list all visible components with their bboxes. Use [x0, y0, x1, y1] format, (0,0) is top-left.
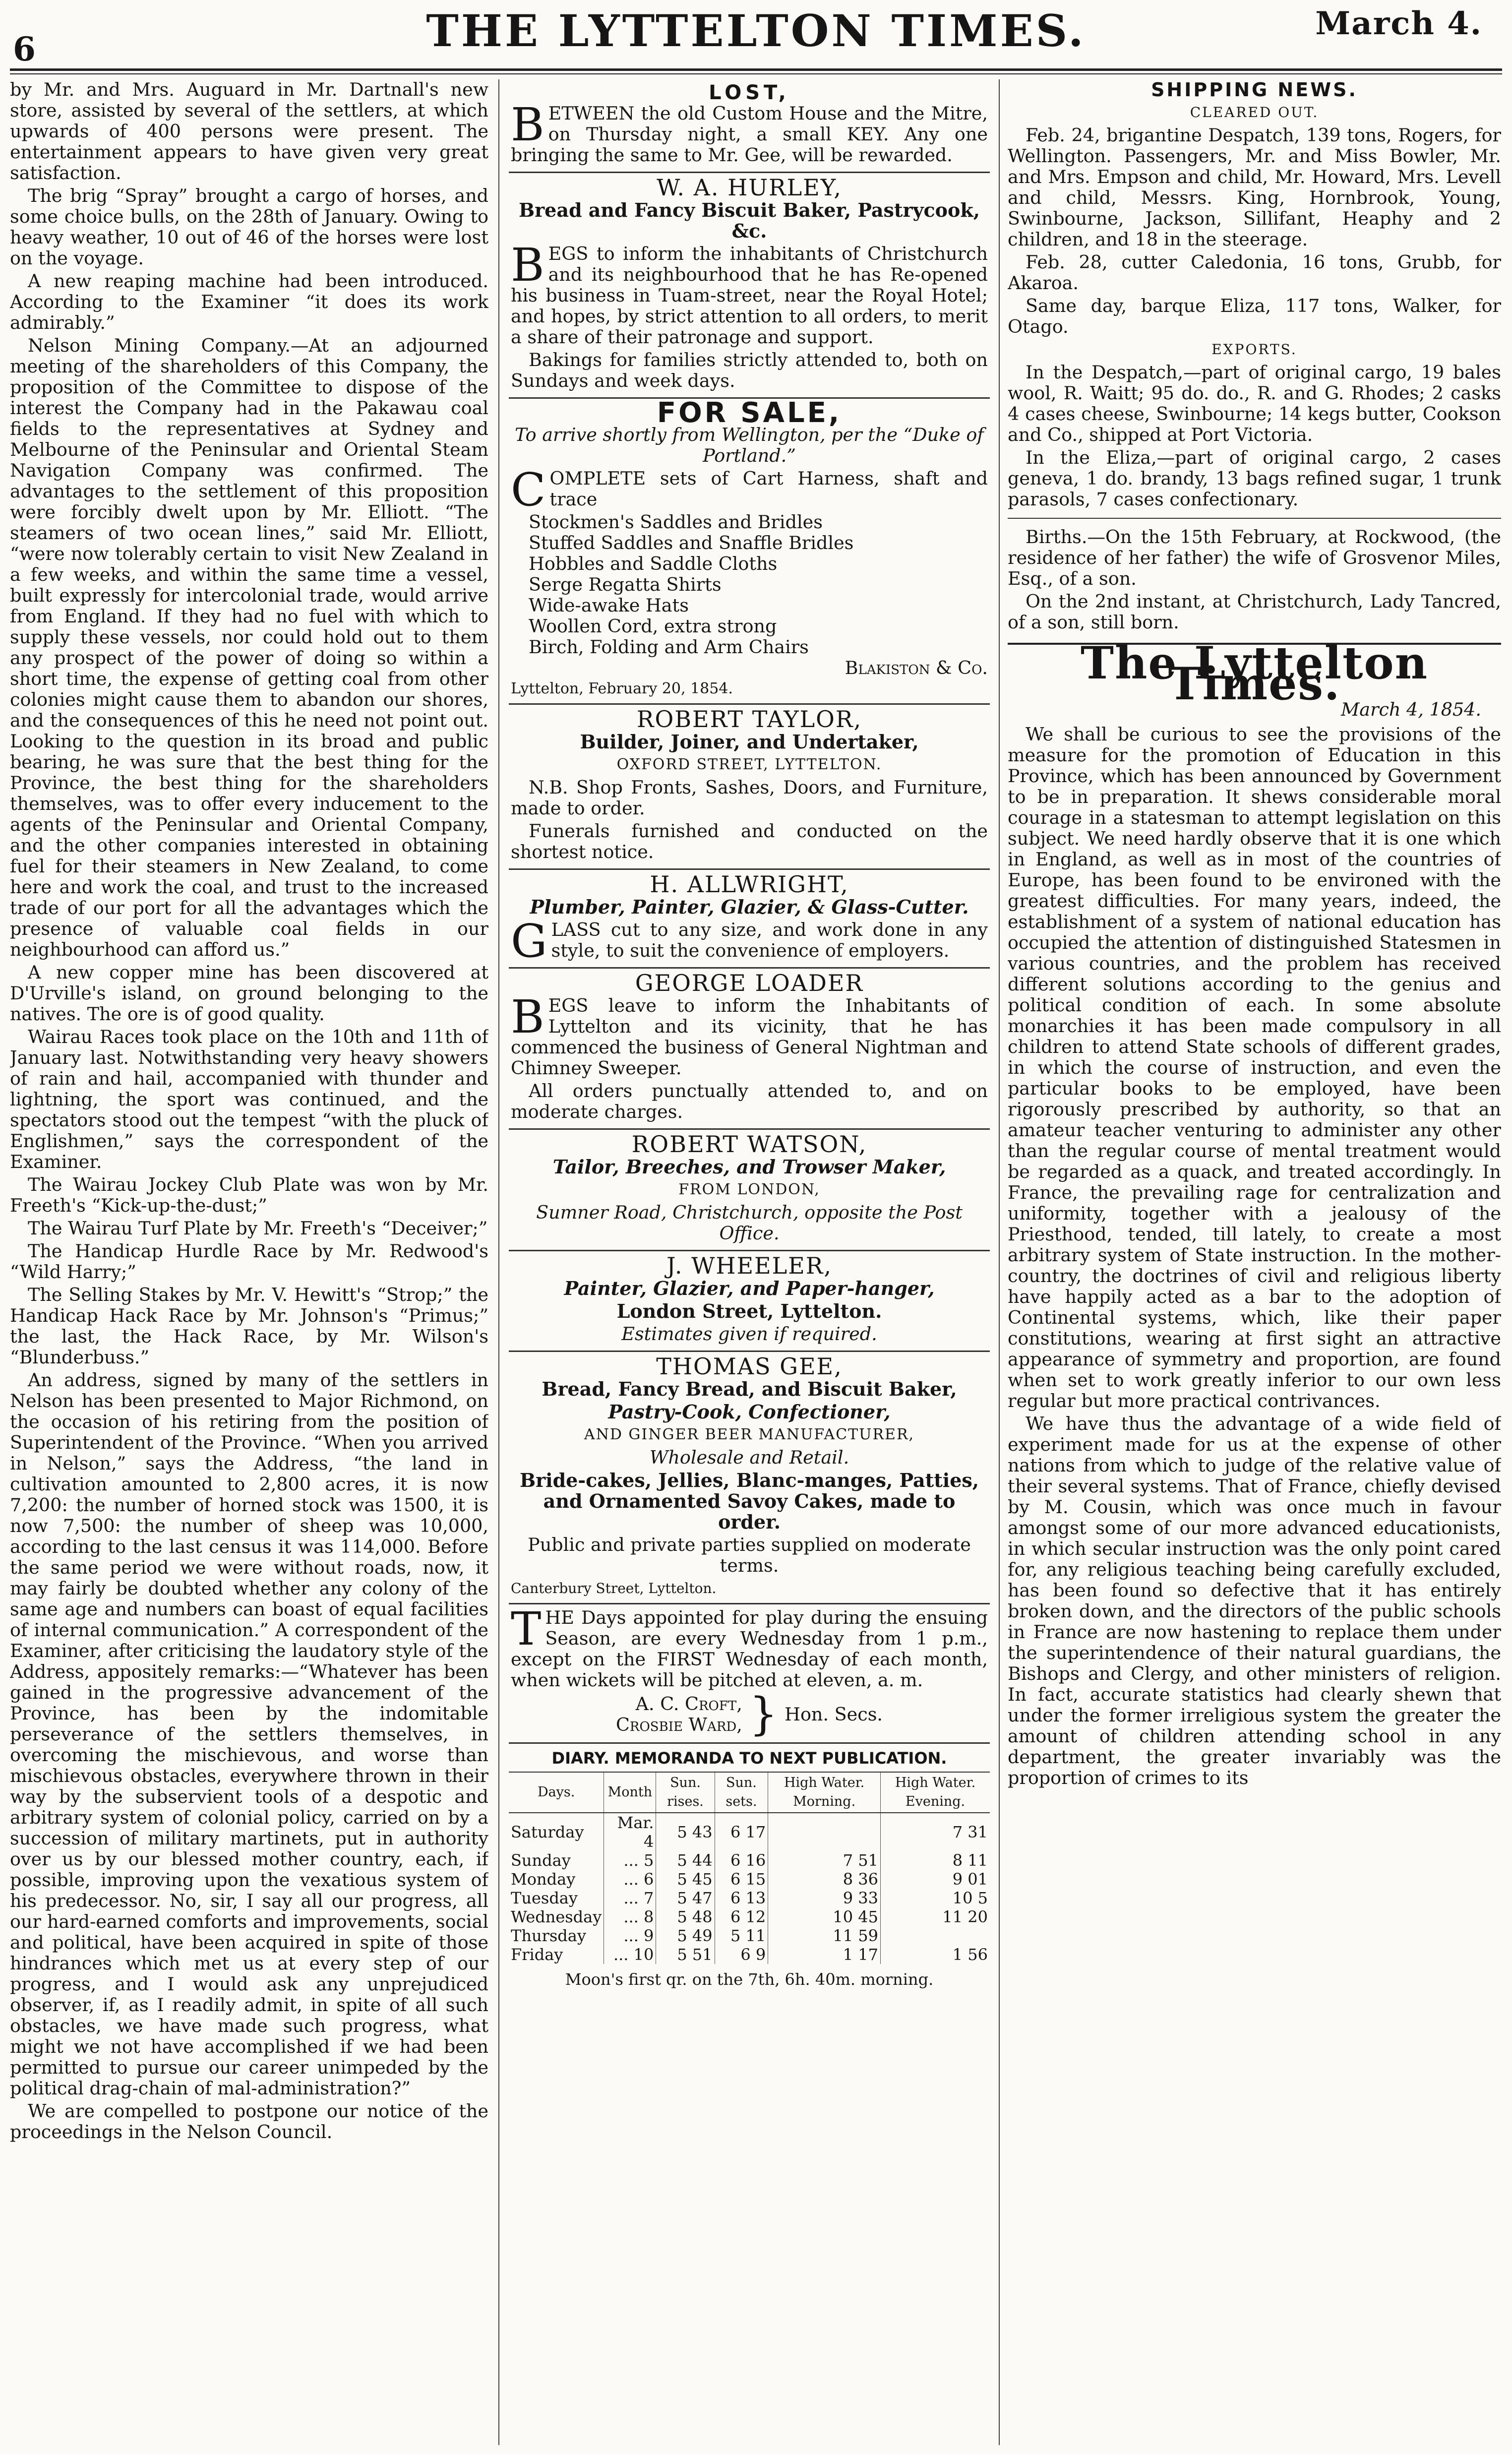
ad-trade: Bread and Fancy Biscuit Baker, Pastrycook, &c.	[519, 199, 980, 242]
news-paragraph: The Wairau Jockey Club Plate was won by Mr. Freeth's “Kick-up-the-dust;”	[10, 1174, 488, 1216]
table-cell: ... 7	[604, 1889, 656, 1907]
ad-name: J. WHEELER,	[666, 1252, 833, 1279]
shipping-heading: SHIPPING NEWS.	[1151, 79, 1358, 101]
ad-name: THOMAS GEE,	[656, 1353, 843, 1380]
table-cell: ... 6	[604, 1870, 656, 1889]
editorial-masthead: The Lyttelton Times.	[1008, 643, 1501, 694]
ad-address: Sumner Road, Christchurch, opposite the Post Office.	[536, 1202, 963, 1244]
table-row	[509, 1851, 990, 1870]
table-cell: Wednesday	[511, 1907, 602, 1926]
table-cell: Mar. 4	[604, 1813, 656, 1851]
moon-note: Moon's first qr. on the 7th, 6h. 40m. morning.	[565, 1970, 934, 1989]
news-paragraph: We are compelled to postpone our notice of the proceedings in the Nelson Council.	[10, 2100, 488, 2143]
table-cell: 6 9	[715, 1945, 768, 1964]
ad-trade: Bread, Fancy Bread, and Biscuit Baker,	[542, 1378, 957, 1400]
table-cell: 6 12	[715, 1907, 768, 1926]
export-entry: In the Despatch,—part of original cargo, 19 bales wool, R. Waitt; 95 do. do., R. and G. Rhodes; 2 casks 4 cases cheese, Swinbourne; 14 kegs butter, Cookson and Co., shipped at Port Victoria.	[1008, 362, 1501, 445]
ad-trade: Builder, Joiner, and Undertaker,	[580, 731, 919, 753]
ad-trade: Plumber, Painter, Glazier, & Glass-Cutter.	[530, 896, 969, 918]
table-cell: 5 45	[656, 1870, 715, 1889]
sale-items	[511, 512, 988, 658]
ad-heading: FOR SALE,	[657, 397, 842, 429]
ad-text: Public and private parties supplied on moderate terms.	[528, 1534, 971, 1576]
news-paragraph: A new reaping machine had been introduced. According to the Examiner “it does its work admirably.”	[10, 270, 488, 333]
table-row	[509, 1907, 990, 1926]
list-item: Stockmen's Saddles and Bridles	[529, 511, 823, 533]
export-entry: In the Eliza,—part of original cargo, 2 cases geneva, 1 do. brandy, 13 bags refined sugar, 1 trunk parasols, 7 cases confectionary.	[1008, 447, 1501, 510]
table-cell: 6 17	[715, 1813, 768, 1851]
table-cell: 5 51	[656, 1945, 715, 1964]
issue-date: March 4.	[1315, 5, 1482, 42]
ad-address: London Street, Lyttelton.	[616, 1300, 882, 1322]
ad-text: EGS to inform the inhabitants of Christchurch and its neighbourhood that he has Re-opened his business in Tuam-street, near the Royal Hotel; and hopes, by strict attention to all orders, to merit a share of their patronage and support.	[511, 243, 988, 348]
secretary-name: A. C. Croft,	[635, 1693, 742, 1715]
drop-cap: B	[511, 990, 544, 1043]
table-cell: 6 15	[715, 1870, 768, 1889]
ad-name: ROBERT TAYLOR,	[636, 706, 862, 733]
diary	[509, 1748, 990, 1990]
ad-note: Estimates given if required.	[621, 1323, 877, 1345]
column-shipping-editorial	[1008, 79, 1501, 2445]
shipping-entry: Same day, barque Eliza, 117 tons, Walker, for Otago.	[1008, 295, 1501, 337]
table-cell: 9 01	[881, 1870, 990, 1889]
column-news	[10, 79, 488, 2445]
births-notice: On the 2nd instant, at Christchurch, Lady Tancred, of a son, still born.	[1008, 591, 1501, 633]
table-cell: Friday	[511, 1945, 563, 1964]
table-cell: ... 9	[604, 1926, 656, 1945]
table-cell: 7 31	[881, 1813, 990, 1851]
secretaries	[511, 1688, 988, 1740]
ad-lost	[509, 79, 990, 173]
table-row	[509, 1926, 990, 1945]
table-cell: 1 56	[881, 1945, 990, 1964]
list-item: Wide-awake Hats	[529, 595, 689, 616]
drop-cap: B	[511, 239, 544, 292]
table-cell: 5 44	[656, 1851, 715, 1870]
column-advertisements	[509, 79, 990, 2445]
ad-text: OMPLETE sets of Cart Harness, shaft and trace	[549, 468, 988, 510]
ad-address: OXFORD STREET, LYTTELTON.	[616, 756, 882, 773]
table-cell	[881, 1926, 990, 1945]
ad-text: Bakings for families strictly attended to, both on Sundays and week days.	[511, 349, 988, 391]
ad-heading: LOST,	[709, 81, 790, 104]
table-header: High Water. Morning.	[768, 1772, 881, 1813]
table-cell: 11 20	[881, 1907, 990, 1926]
table-cell: 9 33	[768, 1889, 881, 1907]
ad-wheeler	[509, 1251, 990, 1352]
table-cell: 5 43	[656, 1813, 715, 1851]
news-paragraph: The Selling Stakes by Mr. V. Hewitt's “Strop;” the Handicap Hack Race by Mr. Johnson's “Primus;” the last, the Hack Race, by Mr. Wilson's “Blunderbuss.”	[10, 1284, 488, 1368]
cleared-heading: CLEARED OUT.	[1190, 104, 1319, 121]
table-cell: 11 59	[768, 1926, 881, 1945]
editorial-paragraph: We have thus the advantage of a wide field of experiment made for us at the expense of other nations from which to judge of the relative value of their several systems. That of France, chiefly devised by M. Cousin, which was once much in favour amongst some of our more advanced educationists, in which secular instruction was the only point cared for, any religious teaching being carefully excluded, has been found so defective that it has entirely broken down, and the directors of the public schools in France are now hastening to replace them under the superintendence of their natural guardians, the Bishops and Clergy, and other ministers of religion. In fact, accurate statistics had clearly shewn that under the former irreligious system the greater the amount of children attending school in any department, the greater invariably was the proportion of crimes to its	[1008, 1413, 1501, 1788]
ad-text: All orders punctually attended to, and on moderate charges.	[511, 1080, 988, 1122]
ad-text: Bride-cakes, Jellies, Blanc-manges, Patties, and Ornamented Savoy Cakes, made to order.	[520, 1469, 979, 1533]
list-item: Stuffed Saddles and Snaffle Bridles	[529, 532, 854, 553]
table-cell: 5 11	[715, 1926, 768, 1945]
ad-taylor	[509, 705, 990, 870]
list-item: Serge Regatta Shirts	[529, 574, 722, 595]
ad-allwright	[509, 870, 990, 969]
table-cell: Sunday	[511, 1851, 571, 1870]
ad-text: HE Days appointed for play during the ensuing Season, are every Wednesday from 1 p.m., except on the FIRST Wednesday of each month, when wickets will be pitched at eleven, a. m.	[511, 1607, 988, 1691]
ad-text: N.B. Shop Fronts, Sashes, Doors, and Furniture, made to order.	[511, 777, 988, 819]
table-cell: 6 16	[715, 1851, 768, 1870]
ad-name: ROBERT WATSON,	[631, 1131, 867, 1158]
ad-signature: Blakiston & Co.	[845, 657, 988, 678]
table-header: Sun. sets.	[715, 1772, 768, 1813]
births-notice: Births.—On the 15th February, at Rockwood, (the residence of her father) the wife of Grosvenor Miles, Esq., of a son.	[1008, 526, 1501, 589]
ad-name: GEORGE LOADER	[635, 970, 864, 996]
section-divider	[1008, 518, 1501, 519]
drop-cap: C	[511, 463, 546, 516]
editorial-dateline: March 4, 1854.	[1340, 699, 1481, 720]
column-divider	[498, 79, 499, 2445]
table-cell: 8 36	[768, 1870, 881, 1889]
news-paragraph: Wairau Races took place on the 10th and 11th of January last. Notwithstanding very heavy showers of rain and hail, accompanied with thunder and lightning, the sport was continued, and the spectators stood out the tempest “with the pluck of Englishmen,” says the correspondent of the Examiner.	[10, 1026, 488, 1172]
table-cell: 6 13	[715, 1889, 768, 1907]
news-paragraph: Nelson Mining Company.—At an adjourned meeting of the shareholders of this Company, the proposition of the Committee to dispose of the interest the Company had in the Pakawau coal fields to the representatives at Sydney and Melbourne of the Peninsular and Oriental Steam Navigation Company was confirmed. The advantages to the settlement of this proposition were forcibly dwelt upon by Mr. Elliott. “The steamers of two ocean lines,” said Mr. Elliott, “were now tolerably certain to visit New Zealand in a few weeks, and within the same time a vessel, built expressly for intercolonial trade, would arrive from England. If they had no fuel with which to supply these vessels, nor could hold out to them any prospect of the power of doing so within a short time, the expense of getting coal from other colonies might cause them to abandon our shores, and the consequences of this he need not point out. Looking to the question in its broad and public bearing, he was sure that the best thing for the Province, the best thing for the shareholders themselves, was to offer every inducement to the agents of the Peninsular and Oriental Company, and the other companies interested in obtaining fuel for their steamers in New Zealand, to come here and work the coal, and trust to the increased trade of our port for all the advantages which the presence of valuable coal fields in our neighbourhood can afford us.”	[10, 335, 488, 960]
ad-gee	[509, 1352, 990, 1604]
drop-cap: T	[511, 1602, 542, 1656]
ad-text: ETWEEN the old Custom House and the Mitre, on Thursday night, a small KEY. Any one bringing the same to Mr. Gee, will be rewarded.	[511, 103, 988, 166]
table-header: High Water. Evening.	[881, 1772, 990, 1813]
list-item: Woollen Cord, extra strong	[529, 615, 777, 637]
table-row	[509, 1889, 990, 1907]
ad-cricket	[509, 1604, 990, 1744]
table-row	[509, 1813, 990, 1851]
table-header: Month	[604, 1772, 656, 1813]
exports-heading: EXPORTS.	[1211, 341, 1297, 358]
ad-dateline: Lyttelton, February 20, 1854.	[511, 680, 733, 697]
table-cell: ... 10	[604, 1945, 656, 1964]
list-item: Birch, Folding and Arm Chairs	[529, 636, 809, 658]
brace-icon: }	[749, 1688, 778, 1740]
masthead	[0, 0, 1512, 74]
ad-hurley	[509, 173, 990, 399]
ad-trade: Tailor, Breeches, and Trowser Maker,	[552, 1156, 946, 1178]
table-cell: ... 8	[604, 1907, 656, 1926]
drop-cap: B	[511, 98, 544, 151]
news-paragraph: The brig “Spray” brought a cargo of horses, and some choice bulls, on the 28th of January. Owing to heavy weather, 10 out of 46 of the horses were lost on the voyage.	[10, 185, 488, 269]
page-number: 6	[13, 30, 36, 68]
table-header: Sun. rises.	[656, 1772, 715, 1813]
editorial-paragraph: We shall be curious to see the provisions of the measure for the promotion of Education in this Province, which has been announced by Government to be in preparation. It shews considerable moral courage in a statesman to attempt legislation on this subject. We need hardly observe that it is one which in England, as well as in most of the countries of Europe, has been found to be environed with the greatest difficulties. For many years, indeed, the establishment of a system of national education has occupied the attention of distinguished Statesmen in various countries, and the problem has received different solutions according to the genius and political condition of each. In some absolute monarchies it has been made compulsory in all children to attend State schools of different grades, in which the course of instruction, and even the particular books to be employed, have been rigorously prescribed by authority, so that an amateur teacher venturing to administer any other than the regular course of mental treatment would be regarded as a quack, and treated accordingly. In France, the prevailing rage for centralization and uniformity, together with a jealousy of the Priesthood, tended, till lately, to create a most arbitrary system of State instruction. In the mother-country, the doctrines of civil and religious liberty have happily acted as a bar to the adoption of Continental systems, which, like their paper constitutions, wearing at first sight an attractive appearance of symmetry and proportion, are found when set to work greatly inferior to our own less regular but more practical contrivances.	[1008, 724, 1501, 1411]
news-paragraph: The Handicap Hurdle Race by Mr. Redwood's “Wild Harry;”	[10, 1240, 488, 1283]
ad-subtitle: To arrive shortly from Wellington, per the “Duke of Portland.”	[515, 424, 984, 466]
table-cell: 8 11	[881, 1851, 990, 1870]
shipping-entry: Feb. 24, brigantine Despatch, 139 tons, Rogers, for Wellington. Passengers, Mr. and Miss Bowler, Mr. and Mrs. Empson and child, Mr. Howard, Mrs. Levell and child, Messrs. King, Hornbrook, Young, Swinbourne, Jackson, Sillifant, Heaphy and 2 children, and 18 in the steerage.	[1008, 124, 1501, 250]
table-cell: 5 47	[656, 1889, 715, 1907]
table-row	[509, 1870, 990, 1889]
table-cell: Saturday	[511, 1823, 584, 1841]
header-rule-thin	[10, 73, 1502, 74]
ad-text: LASS cut to any size, and work done in any style, to suit the convenience of employers.	[551, 919, 988, 961]
list-item: Hobbles and Saddle Cloths	[529, 553, 778, 574]
ad-trade: AND GINGER BEER MANUFACTURER,	[584, 1426, 915, 1443]
secretary-role: Hon. Secs.	[785, 1704, 883, 1725]
table-cell: 5 49	[656, 1926, 715, 1945]
table-cell: 10 45	[768, 1907, 881, 1926]
news-paragraph: An address, signed by many of the settlers in Nelson has been presented to Major Richmond, on the occasion of his retiring from the position of Superintendent of the Province. “When you arrived in Nelson,” says the Address, “the land in cultivation amounted to 2,800 acres, it is now 7,200: the number of horned stock was 1500, it is now 7,500: the number of sheep was 10,000, according to the last census it was 114,000. Before the same period we were without roads, now, it may fairly be doubted whether any colony of the same age and numbers can boast of equal facilities of internal communication.” A correspondent of the Examiner, after criticising the laudatory style of the Address, appositely remarks:—“Whatever has been gained in the progressive advancement of the Province, has been by the indomitable perseverance of the settlers themselves, in overcoming the mischievous, and worse than mischievous obstacles, everywhere thrown in their way by the subservient tools of a despotic and arbitrary system of colonial policy, carried on by a succession of military martinets, put in authority over us by our blessed mother country, each, if possible, improving upon the vexatious system of his predecessor. No, sir, I say all our progress, all our hard-earned comforts and improvements, social and political, have been acquired in spite of those hindrances which met us at every step of our progress, and I would ask any unprejudiced observer, if, as I readily admit, in spite of all such obstacles, we have made such progress, what might we not have accomplished if we had been permitted to pursue our career unimpeded by the political drag-chain of mal-administration?”	[10, 1369, 488, 2099]
header-rule	[10, 68, 1502, 71]
ad-name: H. ALLWRIGHT,	[650, 871, 849, 898]
table-cell: Thursday	[511, 1926, 586, 1945]
table-cell: Monday	[511, 1870, 576, 1889]
table-cell: Tuesday	[511, 1889, 578, 1907]
ad-for-sale	[509, 399, 990, 705]
table-row	[509, 1945, 990, 1964]
column-divider	[999, 79, 1000, 2445]
secretary-name: Crosbie Ward,	[615, 1714, 742, 1735]
ad-name: W. A. HURLEY,	[657, 174, 842, 201]
table-cell: 5 48	[656, 1907, 715, 1926]
news-paragraph: The Wairau Turf Plate by Mr. Freeth's “Deceiver;”	[28, 1218, 488, 1239]
ad-trade: Painter, Glazier, and Paper-hanger,	[564, 1277, 935, 1299]
newspaper-title: THE LYTTELTON TIMES.	[426, 5, 1086, 57]
ad-address: Canterbury Street, Lyttelton.	[511, 1580, 717, 1596]
diary-title: DIARY. MEMORANDA TO NEXT PUBLICATION.	[551, 1749, 947, 1768]
news-paragraph: A new copper mine has been discovered at D'Urville's island, on ground belonging to the natives. The ore is of good quality.	[10, 962, 488, 1025]
ad-from: FROM LONDON,	[678, 1181, 820, 1198]
ad-watson	[509, 1130, 990, 1251]
table-cell: ... 5	[604, 1851, 656, 1870]
ad-text: Funerals furnished and conducted on the shortest notice.	[511, 820, 988, 862]
ad-loader	[509, 969, 990, 1130]
drop-cap: G	[511, 915, 547, 968]
ad-text: EGS leave to inform the Inhabitants of Lyttelton and its vicinity, that he has commenced the business of General Nightman and Chimney Sweeper.	[511, 995, 988, 1079]
ad-note: Wholesale and Retail.	[649, 1447, 849, 1468]
ad-trade: Pastry-Cook, Confectioner,	[608, 1401, 891, 1423]
table-header: Days.	[509, 1772, 604, 1813]
table-cell: 10 5	[881, 1889, 990, 1907]
table-cell: 1 17	[768, 1945, 881, 1964]
table-cell	[768, 1813, 881, 1851]
diary-table	[509, 1772, 990, 1964]
table-cell: 7 51	[768, 1851, 881, 1870]
shipping-entry: Feb. 28, cutter Caledonia, 16 tons, Grubb, for Akaroa.	[1008, 251, 1501, 294]
news-paragraph: by Mr. and Mrs. Auguard in Mr. Dartnall's new store, assisted by several of the settlers, at which upwards of 400 persons were present. The entertainment appears to have given very great satisfaction.	[10, 79, 488, 184]
